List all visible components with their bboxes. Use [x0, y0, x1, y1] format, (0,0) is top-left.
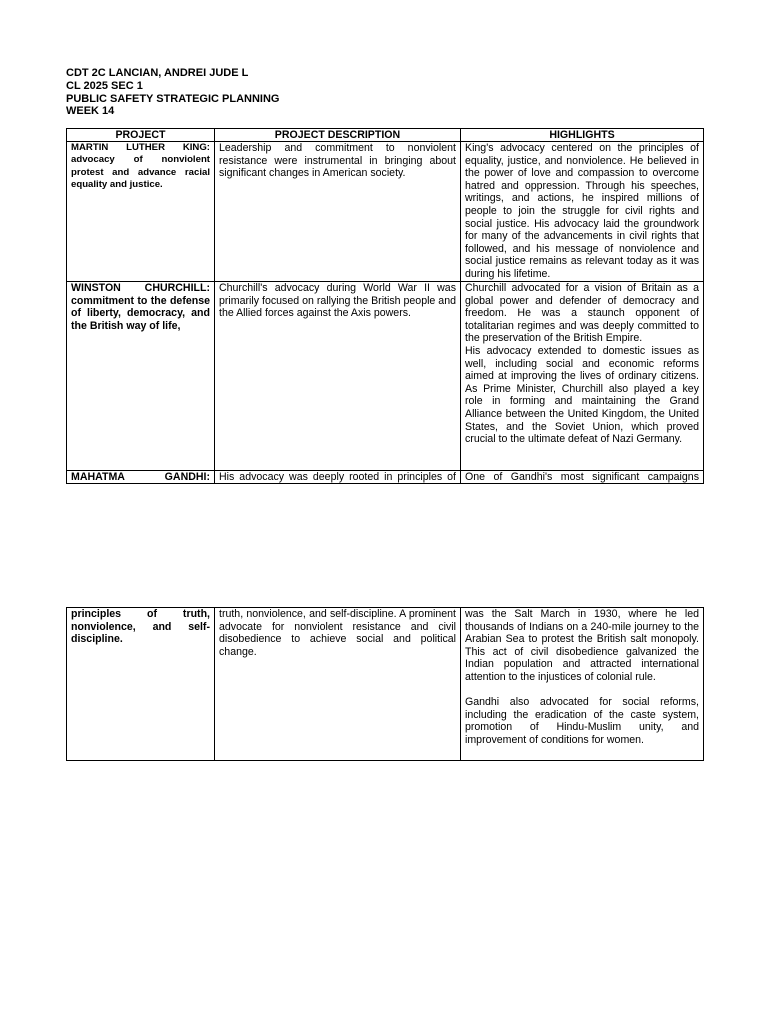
class-section: CL 2025 SEC 1 [66, 79, 143, 92]
project-cell-gandhi-top: MAHATMA GANDHI: [71, 471, 210, 483]
highlights-paragraph: His advocacy extended to domestic issues as well, including social and economic reforms aimed at improving the lives of ordinary citizens. As Prime Minister, Churchill also played a key role in forming and maintaining the Grand Alliance between the United Kingdom, the United States, and the Soviet Union, which proved crucial to the ultimate defeat of Nazi Germany. [465, 344, 699, 446]
table-row [67, 471, 704, 484]
description-cell-gandhi: truth, nonviolence, and self-discipline. A prominent advocate for nonviolent resistance and civil disobedience to achieve social and political change. [215, 608, 461, 761]
course-title: PUBLIC SAFETY STRATEGIC PLANNING [66, 92, 280, 105]
highlights-paragraph: Churchill advocated for a vision of Britain as a global power and defender of democracy and freedom. He was a staunch opponent of totalitarian regimes and was deeply committed to the preservation of the British Empire. [465, 282, 699, 345]
project-cell-mlk: MARTIN LUTHER KING: advocacy of nonviolent protest and advance racial equality and justice. [67, 142, 215, 282]
project-cell-gandhi: principles of truth, nonviolence, and self-discipline. [67, 608, 215, 761]
table-row [67, 608, 704, 761]
highlights-cell-gandhi [461, 608, 704, 761]
document-header [66, 67, 280, 118]
advocacy-table-page1 [66, 128, 704, 484]
description-cell-gandhi-top: His advocacy was deeply rooted in principles of [219, 471, 456, 483]
highlights-cell-gandhi-top: One of Gandhi's most significant campaigns [465, 471, 699, 483]
header-project-description: PROJECT DESCRIPTION [215, 129, 461, 142]
advocacy-table-page2 [66, 607, 704, 761]
table-row [67, 282, 704, 471]
highlights-cell-churchill [461, 282, 704, 471]
header-highlights: HIGHLIGHTS [461, 129, 704, 142]
project-cell-churchill: WINSTON CHURCHILL: commitment to the defense of liberty, democracy, and the British way of life, [67, 282, 215, 471]
description-cell-mlk: Leadership and commitment to nonviolent resistance were instrumental in bringing about significant changes in American society. [215, 142, 461, 282]
table-header-row [67, 129, 704, 142]
highlights-cell-mlk: King's advocacy centered on the principles of equality, justice, and nonviolence. He believed in the power of love and compassion to overcome hatred and oppression. Through his speeches, writings, and actions, he inspired millions of people to join the struggle for civil rights and social justice. His advocacy laid the groundwork for many of the advancements in civil rights that followed, and his message of nonviolence and social justice remains as relevant today as it was during his lifetime. [461, 142, 704, 282]
highlights-paragraph: was the Salt March in 1930, where he led thousands of Indians on a 240-mile journey to the Arabian Sea to protest the British salt monopoly. This act of civil disobedience galvanized the Indian population and attracted international attention to the injustices of colonial rule. [465, 608, 699, 683]
highlights-paragraph: Gandhi also advocated for social reforms, including the eradication of the caste system, promotion of Hindu-Muslim unity, and improvement of conditions for women. [465, 696, 699, 746]
table-row [67, 142, 704, 282]
cadet-name: CDT 2C LANCIAN, ANDREI JUDE L [66, 67, 249, 79]
header-project: PROJECT [67, 129, 215, 142]
description-cell-churchill: Churchill's advocacy during World War II was primarily focused on rallying the British people and the Allied forces against the Axis powers. [215, 282, 461, 471]
week-label: WEEK 14 [66, 105, 115, 118]
